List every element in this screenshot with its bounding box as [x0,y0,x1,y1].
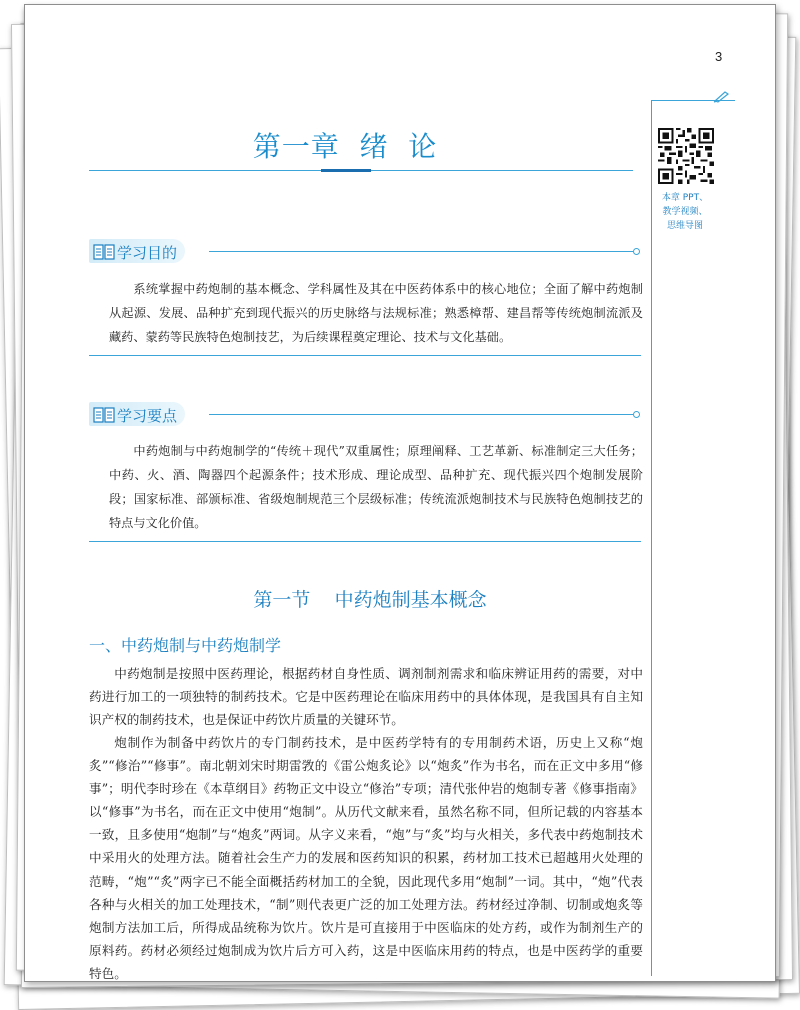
section-title: 第一节 中药炮制基本概念 [253,589,487,611]
body-paragraph: 炮制作为制备中药饮片的专门制药技术，是中医药学特有的专用制药术语，历史上又称“炮炙”“修治”“修事”。南北朝刘宋时期雷敩的《雷公炮炙论》以“炮炙”作为书名，而在正文中多用“修事”；明代李时珍在《本草纲目》药物正文中设立“修治”专项；清代张仲岩的炮制专著《修事指南》以“修事”为书名，而在正文中使用“炮制”。从历代文献来看，虽然名称不同，但所记载的内容基本一致，且多使用“炮制”与“炮炙”两词。从字义来看，“炮”与“炙”均与火相关，多代表中药炮制技术中采用火的处理方法。随着社会生产力的发展和医药知识的积累，药材加工技术已超越用火处理的范畴，“炮”“炙”两字已不能全面概括药材加工的全貌，因此现代多用“炮制”一词。其中，“炮”代表各种与火相关的加工处理技术，“制”则代表更广泛的加工处理方法。药材经过净制、切制或炮炙等炮制方法加工后，所得成品统称为饮片。饮片是可直接用于中医临床的处方药，或作为制剂生产的原料药。药材必须经过炮制成为饮片后方可入药，这是中医临床用药的特点，也是中医药学的重要特色。 [89,735,643,981]
key-points-label [89,402,185,426]
learning-objectives-title: 学习目的 [117,243,178,262]
qr-caption-line: 本章 PPT、 [661,193,709,203]
section-header-line-end [633,248,640,255]
box-rule [89,355,641,356]
qr-caption-line: 教学视频、 [662,207,708,217]
key-points-text: 中药炮制与中药炮制学的“传统＋现代”双重属性；原理阐释、工艺革新、标准制定三大任务；中药、火、酒、陶器四个起源条件；技术形成、理论成型、品种扩充、现代振兴四个炮制发展阶段；国家标准、部颁标准、省级炮制规范三个层级标准；传统流派炮制技术与民族特色炮制技艺的特点与文化价值。 [109,444,643,530]
section-header-line-end [633,411,640,418]
key-points-title: 学习要点 [117,406,178,425]
page-number: 3 [715,49,723,64]
pen-icon [713,89,731,103]
section-header-line [209,414,633,415]
book-page [24,4,776,982]
book-icon [93,406,115,424]
body-paragraph: 中药炮制是按照中医药理论，根据药材自身性质、调剂制剂需求和临床辨证用药的需要，对中药进行加工的一项独特的制药技术。它是中医药理论在临床用药中的具体体现，是我国具有自主知识产权的制药技术，也是保证中药饮片质量的关键环节。 [89,666,643,728]
qr-code-icon[interactable] [658,128,714,184]
box-rule [89,541,641,542]
learning-objectives-text: 系统掌握中药炮制的基本概念、学科属性及其在中医药体系中的核心地位；全面了解中药炮制从起源、发展、品种扩充到现代振兴的历史脉络与法规标准；熟悉樟帮、建昌帮等传统炮制流派及藏药、蒙药等民族特色炮制技艺，为后续课程奠定理论、技术与文化基础。 [109,282,643,344]
book-icon [93,243,115,261]
chapter-rule-accent [321,169,371,172]
section-header-line [209,251,633,252]
subsection-title: 一、中药炮制与中药炮制学 [89,636,282,655]
qr-caption-line: 思维导图 [666,221,703,231]
chapter-title: 第一章 绪 论 [252,130,438,163]
qr-caption [645,191,725,233]
learning-objectives-label [89,239,185,263]
